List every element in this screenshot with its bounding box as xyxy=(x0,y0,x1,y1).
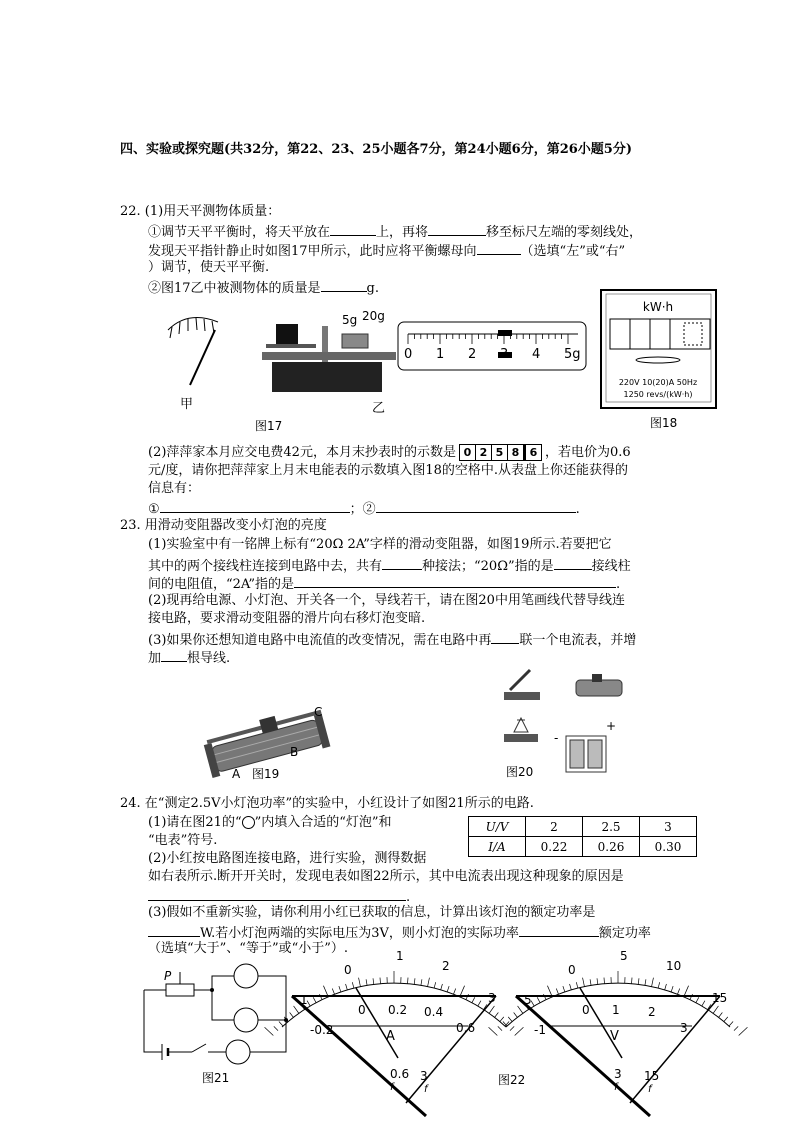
figure-19 xyxy=(200,700,340,784)
meter-terminal-label: 15 xyxy=(644,1069,660,1083)
q22-line5: ②图17乙中被测物体的质量是 g. xyxy=(148,278,379,297)
meter-terminal-label: 0.6 xyxy=(390,1067,410,1081)
fig20-bulb xyxy=(504,718,538,742)
figure-18 xyxy=(600,289,720,429)
q23-line2: (1)实验室中有一铭牌上标有“20Ω 2A”字样的滑动变阻器，如图19所示.若要把它 xyxy=(148,537,612,552)
figure-21 xyxy=(136,962,296,1088)
table-row: I/A 0.22 0.26 0.30 xyxy=(469,837,697,857)
meter-outer-label: 15 xyxy=(712,991,728,1005)
meter-inner-label: 2 xyxy=(648,1005,656,1019)
meter-spec-1: 220V 10(20)A 50Hz xyxy=(618,378,698,387)
q24-line3: “电表”符号. xyxy=(148,833,218,848)
scale-tick-label: 4 xyxy=(532,347,541,362)
meter-inner-label: 1 xyxy=(612,1003,620,1017)
meter-inner-label: 0.2 xyxy=(388,1003,408,1017)
q22-part2-line4: ① ；② . xyxy=(148,499,580,518)
fig17-balance xyxy=(262,324,396,392)
fig19-terminal-a: A xyxy=(232,767,241,781)
meter-inner-label: 0.4 xyxy=(424,1005,444,1019)
q23-line6: 接电路，要求滑动变阻器的滑片向右移灯泡变暗. xyxy=(148,611,426,626)
meter-inner-label: 0 xyxy=(582,1003,590,1017)
meter-inner-label: 3 xyxy=(680,1021,688,1035)
fig17-label-right: 乙 xyxy=(372,401,386,416)
fig21-meter-circle-2 xyxy=(234,1008,258,1032)
meter-spec-2: 1250 revs/(kW·h) xyxy=(623,390,693,399)
section-title: 四、实验或探究题(共32分，第22、23、25小题各7分，第24小题6分，第26小题5分) xyxy=(120,142,632,157)
meter-outer-label: 10 xyxy=(666,959,682,973)
q24-line1: 24. 在“测定2.5V小灯泡功率”的实验中，小红设计了如图21所示的电路. xyxy=(120,796,534,811)
meter-inner-label: 0 xyxy=(358,1003,366,1017)
fig17-weight-5g: 5g xyxy=(342,313,358,327)
q22-part2-line3: 信息有： xyxy=(148,481,201,496)
meter-terminal-label: 3 xyxy=(420,1069,428,1083)
q22-line4: ）调节，使天平平衡. xyxy=(148,260,270,275)
fig20-rheostat xyxy=(576,674,622,696)
q22-line1: 22. (1)用天平测物体质量： xyxy=(120,204,281,219)
figure-22 xyxy=(286,948,756,1118)
circle-symbol-icon xyxy=(242,816,255,829)
q23-line8: 加 根导线. xyxy=(148,648,230,667)
meter-inner-label: 0.6 xyxy=(456,1021,476,1035)
fig22-caption: 图22 xyxy=(498,1073,526,1087)
q24-line5: 如右表所示.断开开关时，发现电表如图22所示，其中电流表出现这种现象的原因是 xyxy=(148,869,624,884)
q24-line2: (1)请在图21的“ ”内填入合适的“灯泡”和 xyxy=(148,815,392,830)
fig19-terminal-b: B xyxy=(290,745,299,759)
figure-20 xyxy=(496,666,626,784)
scale-tick-label: 3 xyxy=(500,347,509,362)
meter-terminal-label: 3 xyxy=(614,1067,622,1081)
q22-part2-line1: (2)萍萍家本月应交电费42元，本月末抄表时的示数是 0 2 5 8 6 ，若电价为0.6 xyxy=(148,445,631,460)
fig17-weight-20g: 20g xyxy=(362,309,385,323)
q24-line9: （选填“大于”、“等于”或“小于”）. xyxy=(148,941,349,956)
fig17-rider-scale xyxy=(398,322,586,370)
fig20-caption: 图20 xyxy=(506,765,534,779)
fig19-terminal-c: C xyxy=(314,705,323,719)
meter-window xyxy=(610,319,710,349)
meter-reading: 0 2 5 8 6 xyxy=(459,444,542,461)
fig17-label-left: 甲 xyxy=(180,397,194,412)
voltmeter xyxy=(489,949,748,1116)
meter-symbol: A xyxy=(386,1029,395,1044)
q24-line6: . xyxy=(148,887,410,906)
ammeter xyxy=(265,949,524,1116)
meter-unit: kW·h xyxy=(642,300,674,314)
q23-line3: 其中的两个接线柱连接到电路中去，共有 种接法；“20Ω”指的是 接线柱 xyxy=(148,556,631,575)
meter-outer-label: 3 xyxy=(488,991,496,1005)
scale-tick-label: 0 xyxy=(404,347,413,362)
meter-disk xyxy=(636,357,680,363)
fig17-pointer-dial xyxy=(168,318,218,386)
table-row: U/V 2 2.5 3 xyxy=(469,817,697,837)
meter-symbol: V xyxy=(610,1029,619,1044)
q22-line3: 发现天平指针静止时如图17甲所示，此时应将平衡螺母向 （选填“左”或“右” xyxy=(148,241,625,260)
scale-tick-label: 1 xyxy=(436,347,445,362)
q24-data-table xyxy=(468,816,697,857)
meter-outer-label: 0 xyxy=(344,963,352,977)
meter-outer-label: 5 xyxy=(620,949,628,963)
fig20-switch xyxy=(504,670,540,700)
fig21-meter-circle-3 xyxy=(226,1040,250,1064)
meter-outer-label: 1 xyxy=(396,949,404,963)
fig21-meter-circle-1 xyxy=(234,964,258,988)
fig19-caption: 图19 xyxy=(252,767,280,781)
fig18-caption: 图18 xyxy=(650,416,678,430)
q23-line5: (2)现再给电源、小灯泡、开关各一个，导线若干，请在图20中用笔画线代替导线连 xyxy=(148,593,625,608)
meter-terminal-mark: f xyxy=(614,1082,618,1093)
meter-terminal-mark: f xyxy=(424,1084,428,1095)
q22-line2: ①调节天平平衡时，将天平放在 上，再将 移至标尺左端的零刻线处， xyxy=(148,222,642,241)
fig20-plus: + xyxy=(606,719,617,733)
q23-line1: 23. 用滑动变阻器改变小灯泡的亮度 xyxy=(120,518,327,533)
q24-line4: (2)小红按电路图连接电路，进行实验，测得数据 xyxy=(148,851,427,866)
meter-outer-label: 2 xyxy=(442,959,450,973)
fig17-caption: 图17 xyxy=(255,419,283,433)
meter-neg-label: -0.2 xyxy=(310,1023,334,1037)
q23-line7: (3)如果你还想知道电路中电流值的改变情况，需在电路中再 联一个电流表，并增 xyxy=(148,630,636,649)
fig20-minus: - xyxy=(554,731,559,745)
fig21-caption: 图21 xyxy=(202,1071,230,1085)
fig20-battery xyxy=(566,736,606,772)
figure-17 xyxy=(160,300,590,440)
q24-line8: W.若小灯泡两端的实际电压为3V，则小灯泡的实际功率 额定功率 xyxy=(148,923,651,942)
scale-tick-label: 5g xyxy=(564,347,581,362)
meter-neg-outer-label: 5 xyxy=(524,993,532,1007)
q24-line7: (3)假如不重新实验，请你利用小红已获取的信息，计算出该灯泡的额定功率是 xyxy=(148,905,596,920)
meter-terminal-mark: f xyxy=(390,1082,394,1093)
q22-part2-line2: 元/度，请你把萍萍家上月末电能表的示数填入图18的空格中.从表盘上你还能获得的 xyxy=(148,463,629,478)
meter-neg-label: -1 xyxy=(534,1023,546,1037)
q23-line4: 间的电阻值，“2A”指的是 . xyxy=(148,574,620,593)
scale-tick-label: 2 xyxy=(468,347,477,362)
meter-terminal-mark: f xyxy=(648,1084,652,1095)
meter-neg-outer-label: 1 xyxy=(300,993,308,1007)
fig21-label-p: P xyxy=(164,969,172,983)
meter-outer-label: 0 xyxy=(568,963,576,977)
